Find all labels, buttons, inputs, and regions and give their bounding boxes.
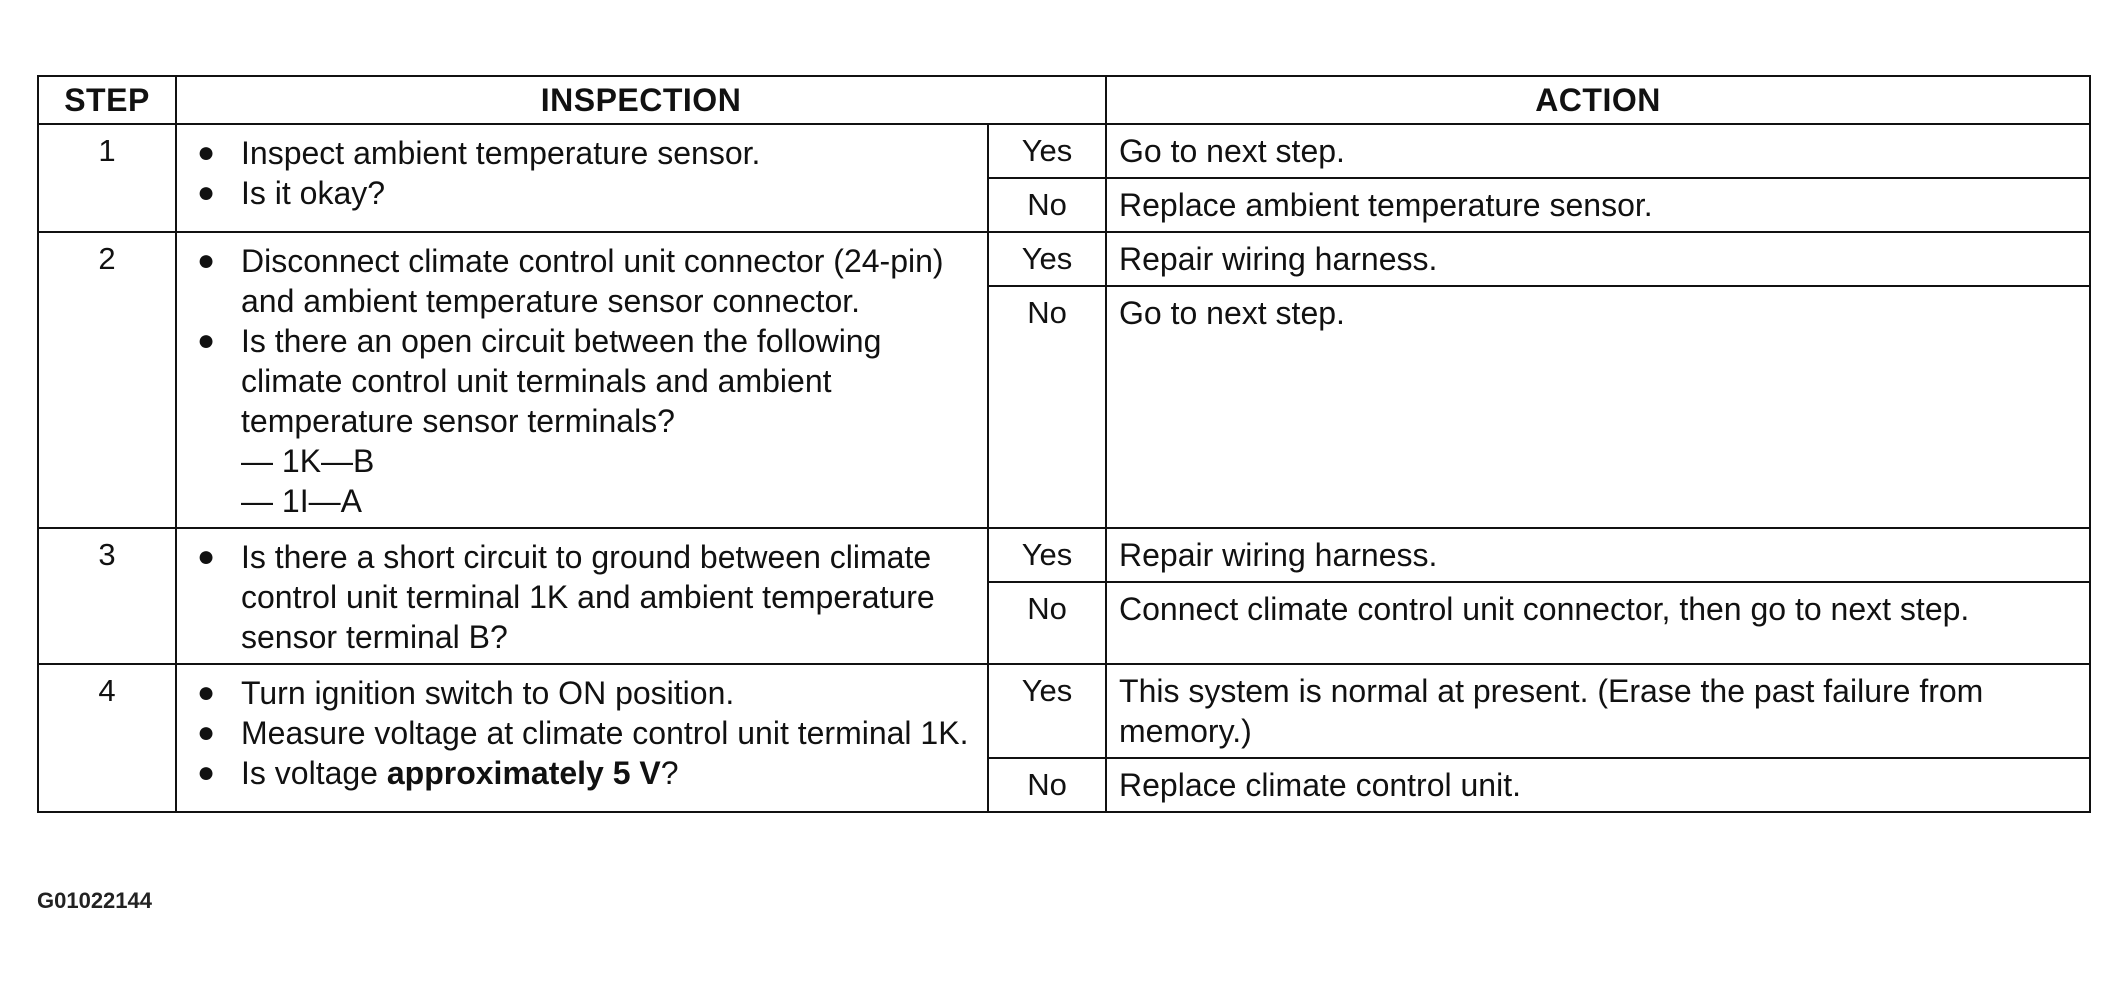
bullet-icon: ● [197, 716, 216, 749]
table-header-row [38, 76, 2090, 124]
no-label: No [988, 582, 1106, 664]
list-item: ● Inspect ambient temperature sensor. [197, 135, 761, 171]
step-number: 2 [38, 232, 176, 528]
inspection-cell [176, 232, 988, 528]
header-inspection: INSPECTION [176, 76, 1106, 124]
no-action: Replace climate control unit. [1106, 758, 2090, 812]
list-item: ● Measure voltage at climate control unit terminal 1K. [197, 715, 969, 751]
table-row [38, 664, 2090, 758]
table-row [38, 124, 2090, 178]
yes-label: Yes [988, 232, 1106, 286]
table-row [38, 528, 2090, 582]
yes-action: This system is normal at present. (Erase the past failure from memory.) [1106, 664, 2090, 758]
yes-action: Repair wiring harness. [1106, 232, 2090, 286]
no-action: Go to next step. [1106, 286, 2090, 528]
no-label: No [988, 286, 1106, 528]
list-item: ● Disconnect climate control unit connector (24-pin) and ambient temperature sensor connector. [197, 243, 944, 319]
header-step: STEP [38, 76, 176, 124]
no-action: Replace ambient temperature sensor. [1106, 178, 2090, 232]
inspection-cell [176, 124, 988, 232]
list-item: ● Is there an open circuit between the following climate control unit terminals and ambient temperature sensor terminals? [197, 323, 882, 439]
terminal-pair: — 1I—A [241, 483, 362, 519]
no-label: No [988, 758, 1106, 812]
yes-action: Repair wiring harness. [1106, 528, 2090, 582]
inspection-cell [176, 528, 988, 664]
list-item: ● Turn ignition switch to ON position. [197, 675, 735, 711]
figure-id: G01022144 [37, 888, 152, 913]
table-row [38, 232, 2090, 286]
bullet-icon: ● [197, 540, 216, 573]
bullet-icon: ● [197, 244, 216, 277]
diagnostic-table [37, 75, 2091, 813]
list-item: ● Is it okay? [197, 175, 386, 211]
yes-label: Yes [988, 528, 1106, 582]
yes-label: Yes [988, 664, 1106, 758]
voltage-spec: approximately 5 V [386, 755, 661, 791]
yes-action: Go to next step. [1106, 124, 2090, 178]
step-number: 1 [38, 124, 176, 232]
no-action: Connect climate control unit connector, then go to next step. [1106, 582, 2090, 664]
list-item: ● Is voltage approximately 5 V? [197, 755, 679, 791]
bullet-icon: ● [197, 136, 216, 169]
bullet-icon: ● [197, 756, 216, 789]
yes-label: Yes [988, 124, 1106, 178]
bullet-icon: ● [197, 324, 216, 357]
step-number: 3 [38, 528, 176, 664]
header-action: ACTION [1106, 76, 2090, 124]
step-number: 4 [38, 664, 176, 812]
no-label: No [988, 178, 1106, 232]
bullet-icon: ● [197, 676, 216, 709]
terminal-pair: — 1K—B [241, 443, 375, 479]
list-item: ● Is there a short circuit to ground between climate control unit terminal 1K and ambient temperature sensor terminal B? [197, 539, 935, 655]
bullet-icon: ● [197, 176, 216, 209]
inspection-cell [176, 664, 988, 812]
